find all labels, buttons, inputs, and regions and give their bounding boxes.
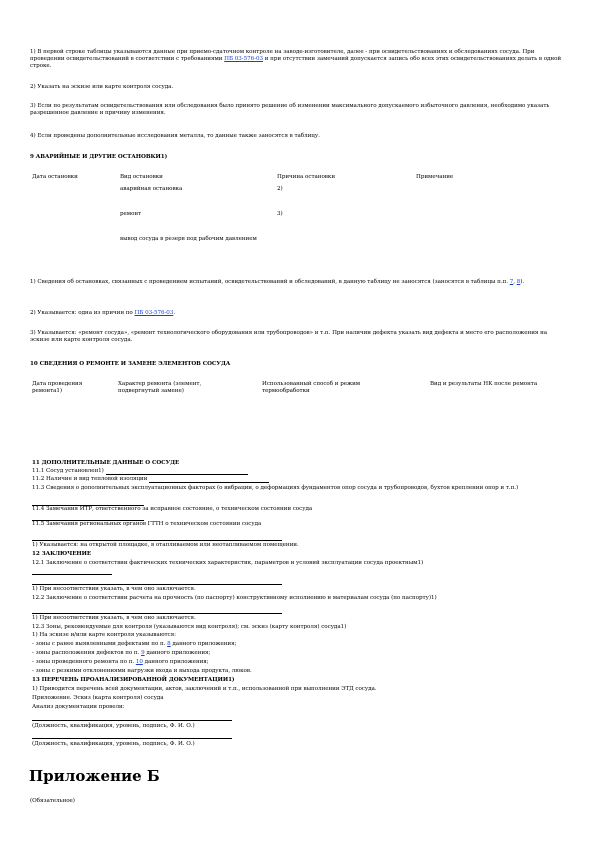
- s13-analysis-label: Анализ документации провели:: [32, 704, 125, 710]
- note-4: 4) Если проведены дополнительные исследования металла, то данные также заносятся в таблицу.: [30, 133, 320, 139]
- s11-footnote: 1) Указывается: на открытой площадке, в отапливаемом или неотапливаемом помещении.: [32, 542, 299, 548]
- s12-line-2-blank: [32, 613, 282, 614]
- section-9-title: 9 АВАРИЙНЫЕ И ДРУГИЕ ОСТАНОВКИ1): [30, 154, 168, 160]
- s9-row2-cause: 3): [277, 211, 283, 217]
- s9-header-date: Дата остановки: [32, 174, 78, 180]
- s12-bullet-1-link[interactable]: 8: [167, 641, 171, 647]
- s9-note-1-link-8[interactable]: 8: [516, 279, 521, 285]
- s9-row2-type: ремонт: [120, 211, 142, 217]
- s12-line-3: 12.3 Зоны, рекомендуемые для контроля (указываются вид контроля); см. эскиз (карту контроля) сосуда1): [32, 624, 347, 630]
- s12-bullet-3-pre: - зоны проведенного ремонта по п.: [32, 659, 136, 665]
- s9-note-1: [30, 279, 562, 286]
- s9-note-2-pre: 2) Указывается: одна из причин по: [30, 310, 135, 316]
- note-1-text-post: и при отсутствии замечаний допускается запись обо всех этих освидетельствованиях делать в одной строке.: [30, 56, 562, 69]
- s10-header-method: Использованный способ и режим термообработки: [262, 381, 361, 394]
- s9-note-2: [30, 310, 175, 317]
- s9-note-3: 3) Указывается: «ремонт сосуда», «ремонт технологического оборудования или трубопроводов» и т.п. При наличии дефекта указать вид дефекта и место его расположения на эскизе или карте контроля сосуда.: [30, 330, 548, 343]
- note-1: [30, 49, 562, 70]
- s12-bullet-1-pre: - зоны с ранее выявленными дефектами по п.: [32, 641, 168, 647]
- s9-note-1-post: ).: [520, 279, 525, 285]
- s12-bullet-1-post: данного приложения;: [170, 641, 237, 647]
- s11-insulation-blank: [149, 476, 269, 483]
- s12-line-1: 12.1 Заключение о соответствии фактических технических характеристик, параметров и условий эксплуатации сосуда проектным1): [32, 560, 424, 566]
- s12-line-1-blank: [32, 574, 112, 575]
- s10-header-date: Дата проведения ремонта1): [32, 381, 83, 394]
- s9-row3-type: вывод сосуда в резерв под рабочим давлением: [120, 236, 257, 242]
- s12-bullet-2-post: данного приложения;: [144, 650, 211, 656]
- s13-footnote: 1) Приводится перечень всей документации, актов, заключений и т.п., использованной при выполнении ЭТД сосуда.: [32, 686, 377, 692]
- note-1-pb-link[interactable]: ПБ 03-576-03: [224, 56, 264, 62]
- s12-footnote-2: 1) При несоответствии указать, в чем оно заключается.: [32, 615, 196, 621]
- s11-line-4: 11.4 Замечания ИТР, ответственного за исправное состояние, о техническом состоянии сосуда: [32, 506, 313, 512]
- s12-bullet-2-link[interactable]: 9: [141, 650, 145, 656]
- note-3: 3) Если по результатам освидетельствования или обследования было принято решение об изменении максимального допускаемого избыточного давления, необходимо указать разрешенное давление и причину изменения.: [30, 103, 550, 116]
- s11-installed-blank: [106, 468, 248, 475]
- s10-header-ndt: Вид и результаты НК после ремонта: [430, 381, 538, 387]
- note-1-text-pre: 1) В первой строке таблицы указываются данные при приемо-сдаточном контроле на заводе-изготовителе, далее - при освидетельствованиях и обследованиях сосуда. При проведении освидетельствований в соответствии с требованиями: [30, 49, 535, 62]
- section-11-title: 11 ДОПОЛНИТЕЛЬНЫЕ ДАННЫЕ О СОСУДЕ: [32, 460, 180, 466]
- section-13-title: 13 ПЕРЕЧЕНЬ ПРОАНАЛИЗИРОВАННОЙ ДОКУМЕНТАЦИИ1): [32, 677, 235, 683]
- section-10-title: 10 СВЕДЕНИЯ О РЕМОНТЕ И ЗАМЕНЕ ЭЛЕМЕНТОВ СОСУДА: [30, 361, 231, 367]
- s9-note-2-pb-link[interactable]: ПБ 03-576-03: [134, 310, 174, 316]
- s10-header-character: Характер ремонта (элемент, подвергнутый замене): [118, 381, 202, 394]
- s12-footnote-3: 1) На эскизе и/или карте контроля указываются:: [32, 632, 176, 638]
- s9-header-cause: Причина остановки: [277, 174, 336, 180]
- s12-bullet-4: - зоны с резкими отклонениями нагрузки входа и выхода продукта, люков.: [32, 668, 252, 674]
- s11-line-5: 11.5 Замечания региональных органов ГТТН о техническом состоянии сосуда: [32, 521, 262, 527]
- s13-signature-1-line: [32, 720, 232, 721]
- appendix-subtitle: (Обязательное): [30, 798, 75, 804]
- s12-line-2: 12.2 Заключение о соответствии расчета на прочность (по паспорту) конструктивному исполнению и материалам сосуда (по паспорту)1): [32, 595, 437, 601]
- s9-note-1-sep: ,: [513, 279, 517, 285]
- s12-bullet-1: [32, 641, 236, 648]
- s12-bullet-3-post: данного приложения;: [142, 659, 209, 665]
- s11-line-2: [32, 476, 269, 483]
- s11-line-5-blank: [32, 540, 282, 541]
- s9-note-1-link-7[interactable]: 7: [509, 279, 514, 285]
- s9-header-note: Примечание: [416, 174, 454, 180]
- s13-signature-2-line: [32, 738, 232, 739]
- s13-signature-1-caption: (Должность, квалификация, уровень, подпись, Ф. И. О.): [32, 723, 195, 729]
- s9-row1-cause: 2): [277, 186, 283, 192]
- s13-attachment: Приложение. Эскиз (карта контроля) сосуда: [32, 695, 164, 701]
- s12-bullet-3-link[interactable]: 10: [135, 659, 143, 665]
- appendix-title: Приложение Б: [29, 767, 160, 785]
- s9-note-2-post: .: [173, 310, 176, 316]
- s9-header-type: Вид остановки: [120, 174, 163, 180]
- s12-footnote-1: 1) При несоответствии указать, в чем оно заключается.: [32, 586, 196, 592]
- s11-installed-label: 11.1 Сосуд установлен1): [32, 468, 104, 474]
- s12-bullet-2: [32, 650, 210, 657]
- note-2: 2) Указать на эскизе или карте контроля сосуда.: [30, 84, 174, 90]
- s12-bullet-3: [32, 659, 209, 666]
- s12-bullet-2-pre: - зоны расположения дефектов по п.: [32, 650, 142, 656]
- s11-insulation-label: 11.2 Наличие и вид тепловой изоляции: [32, 476, 148, 482]
- s12-line-1-blank-2: [32, 584, 282, 585]
- s9-row1-type: аварийная остановка: [120, 186, 183, 192]
- s11-line-3: 11.3 Сведения о дополнительных эксплуатационных факторах (о вибрации, о деформациях фундаментов опор сосуда и трубопроводов, бухтов креплении опор и т.п.): [32, 485, 519, 491]
- s9-note-1-pre: 1) Сведения об остановках, связанных с проведением испытаний, освидетельствований и обследований, в данную таблицу не заносятся (заносятся в таблицы п.п.: [30, 279, 510, 285]
- section-12-title: 12 ЗАКЛЮЧЕНИЕ: [32, 551, 92, 557]
- s11-line-1: [32, 468, 248, 475]
- s13-signature-2-caption: (Должность, квалификация, уровень, подпись, Ф. И. О.): [32, 741, 195, 747]
